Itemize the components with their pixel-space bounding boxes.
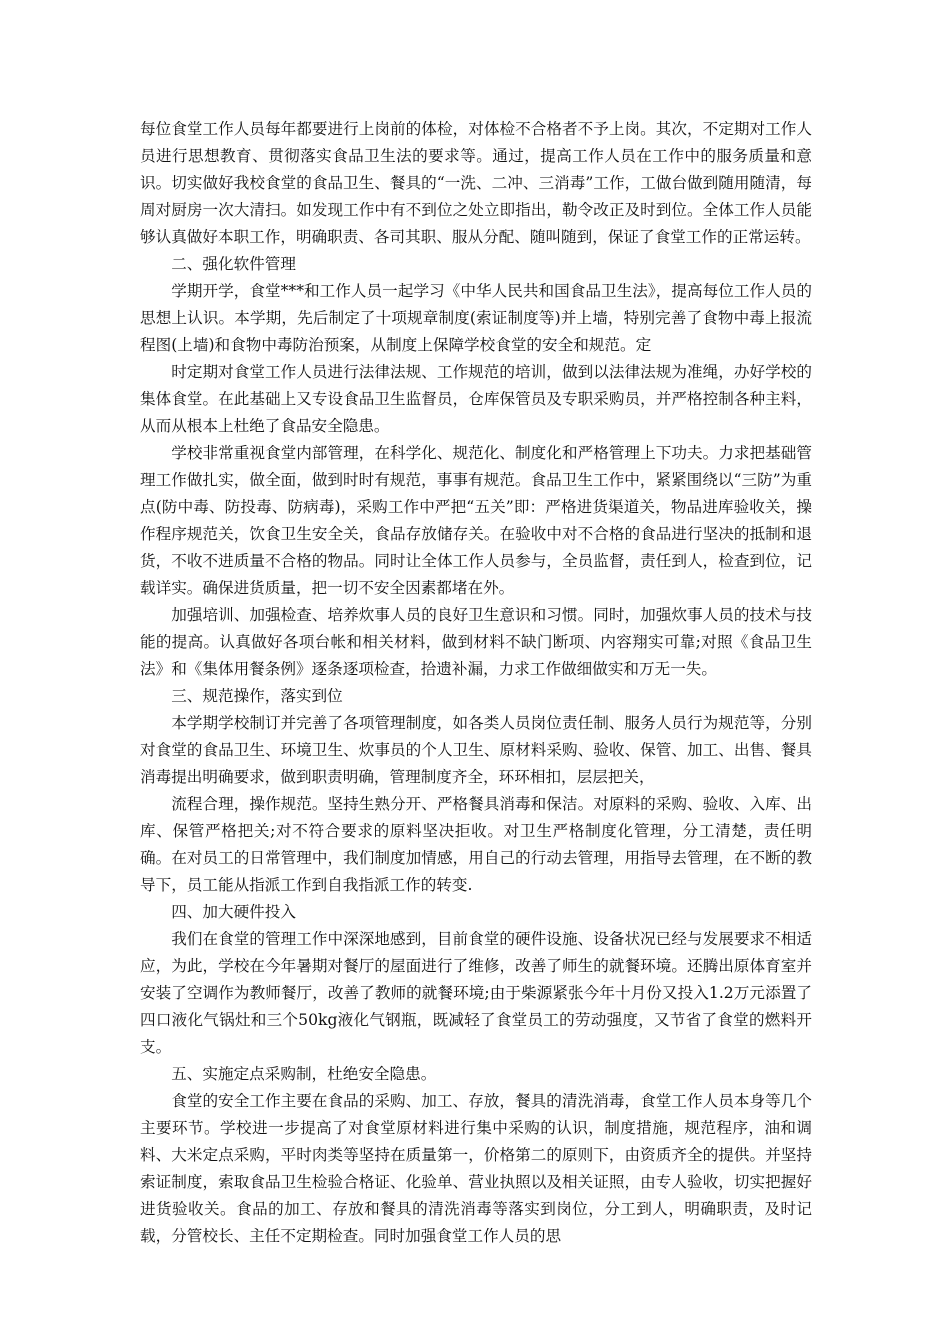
- paragraph-8: 本学期学校制订并完善了各项管理制度，如各类人员岗位责任制、服务人员行为规范等，分别对食堂的食品卫生、环境卫生、炊事员的个人卫生、原材料采购、验收、保管、加工、出售、餐具消毒提出明确要求，做到职责明确，管理制度齐全，环环相扣，层层把关，: [140, 714, 812, 786]
- paragraph-1: 每位食堂工作人员每年都要进行上岗前的体检，对体检不合格者不予上岗。其次，不定期对工作人员进行思想教育、贯彻落实食品卫生法的要求等。通过，提高工作人员在工作中的服务质量和意识。切实做好我校食堂的食品卫生、餐具的“一洗、二冲、三消毒”工作，工做台做到随用随清，每周对厨房一次大清扫。如发现工作中有不到位之处立即指出，勒令改正及时到位。全体工作人员能够认真做好本职工作，明确职责、各司其职、服从分配、随叫随到，保证了食堂工作的正常运转。: [140, 120, 812, 246]
- paragraph-11: 我们在食堂的管理工作中深深地感到，目前食堂的硬件设施、设备状况已经与发展要求不相适应，为此，学校在今年暑期对餐厅的屋面进行了维修，改善了师生的就餐环境。还腾出原体育室并安装了空调作为教师餐厅，改善了教师的就餐环境;由于柴源紧张今年十月份又投入1.2万元添置了四口液化气锅灶和三个50kg液化气钢瓶，既减轻了食堂员工的劳动强度，又节省了食堂的燃料开支。: [140, 930, 812, 1056]
- paragraph-5: 学校非常重视食堂内部管理，在科学化、规范化、制度化和严格管理上下功夫。力求把基础管理工作做扎实，做全面，做到时时有规范，事事有规范。食品卫生工作中，紧紧围绕以“三防”为重点(防中毒、防投毒、防病毒)，采购工作中严把“五关”即：严格进货渠道关，物品进库验收关，操作程序规范关，饮食卫生安全关，食品存放储存关。在验收中对不合格的食品进行坚决的抵制和退货，不收不进质量不合格的物品。同时让全体工作人员参与，全员监督，责任到人，检查到位，记载详实。确保进货质量，把一切不安全因素都堵在外。: [140, 444, 812, 597]
- paragraph-6: 加强培训、加强检查、培养炊事人员的良好卫生意识和习惯。同时，加强炊事人员的技术与技能的提高。认真做好各项台帐和相关材料，做到材料不缺门断项、内容翔实可靠;对照《食品卫生法》和《集体用餐条例》逐条逐项检查，拾遗补漏，力求工作做细做实和万无一失。: [140, 606, 812, 678]
- section-heading-5: 五、实施定点采购制，杜绝安全隐患。: [171, 1065, 437, 1083]
- document-body: [140, 116, 812, 1250]
- paragraph-13: 食堂的安全工作主要在食品的采购、加工、存放，餐具的清洗消毒，食堂工作人员本身等几个主要环节。学校进一步提高了对食堂原材料进行集中采购的认识，制度措施，规范程序，油和调料、大米定点采购，平时肉类等坚持在质量第一，价格第二的原则下，由资质齐全的提供。并坚持索证制度，索取食品卫生检验合格证、化验单、营业执照以及相关证照，由专人验收，切实把握好进货验收关。食品的加工、存放和餐具的清洗消毒等落实到岗位，分工到人，明确职责，及时记载，分管校长、主任不定期检查。同时加强食堂工作人员的思: [140, 1092, 812, 1245]
- section-heading-4: 四、加大硬件投入: [171, 903, 296, 921]
- paragraph-4: 时定期对食堂工作人员进行法律法规、工作规范的培训，做到以法律法规为准绳，办好学校的集体食堂。在此基础上又专设食品卫生监督员，仓库保管员及专职采购员，并严格控制各种主料，从而从根本上杜绝了食品安全隐患。: [140, 363, 812, 435]
- section-heading-2: 二、强化软件管理: [171, 255, 296, 273]
- paragraph-3: 学期开学，食堂***和工作人员一起学习《中华人民共和国食品卫生法》，提高每位工作人员的思想上认识。本学期，先后制定了十项规章制度(索证制度等)并上墙，特别完善了食物中毒上报流程图(上墙)和食物中毒防治预案，从制度上保障学校食堂的安全和规范。定: [140, 282, 812, 354]
- paragraph-9: 流程合理，操作规范。坚持生熟分开、严格餐具消毒和保洁。对原料的采购、验收、入库、出库、保管严格把关;对不符合要求的原料坚决拒收。对卫生严格制度化管理，分工清楚，责任明确。在对员工的日常管理中，我们制度加情感，用自己的行动去管理，用指导去管理，在不断的教导下，员工能从指派工作到自我指派工作的转变.: [140, 795, 812, 894]
- section-heading-3: 三、规范操作，落实到位: [171, 687, 343, 705]
